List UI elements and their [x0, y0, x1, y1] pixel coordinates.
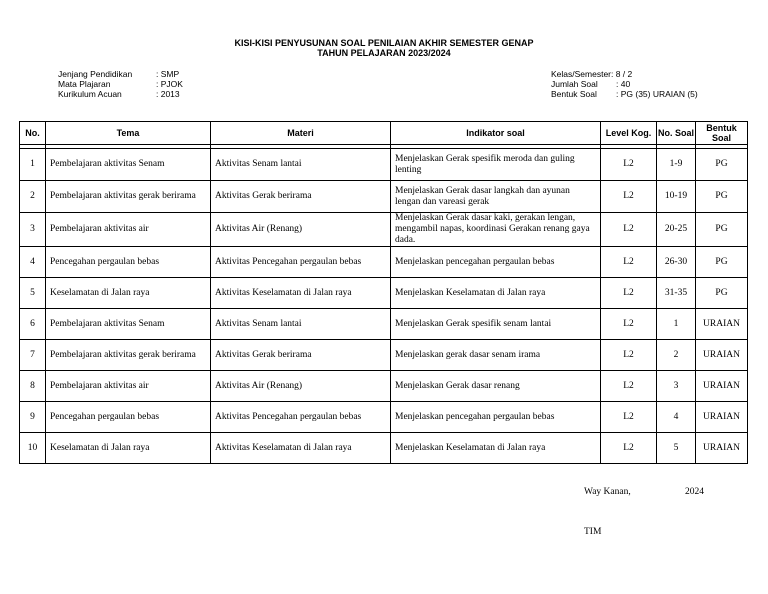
cell-bentuk: PG	[696, 213, 748, 247]
table-row	[20, 181, 748, 213]
cell-materi: Aktivitas Pencegahan pergaulan bebas	[211, 247, 391, 278]
signature-year: 2024	[685, 487, 704, 497]
table-row	[20, 402, 748, 433]
document-subtitle: TAHUN PELAJARAN 2023/2024	[317, 48, 451, 58]
cell-no-soal: 31-35	[657, 278, 696, 309]
info-label: Mata Plajaran	[58, 79, 111, 89]
cell-tema: Pembelajaran aktivitas gerak berirama	[46, 340, 211, 371]
cell-tema: Pembelajaran aktivitas Senam	[46, 309, 211, 340]
table-body	[20, 149, 748, 464]
cell-no-soal: 5	[657, 433, 696, 464]
cell-materi: Aktivitas Keselamatan di Jalan raya	[211, 278, 391, 309]
info-label: Kurikulum Acuan	[58, 89, 122, 99]
info-row-kurikulum	[58, 89, 183, 99]
cell-indikator: Menjelaskan pencegahan pergaulan bebas	[391, 402, 601, 433]
cell-level: L2	[601, 402, 657, 433]
cell-materi: Aktivitas Gerak berirama	[211, 181, 391, 213]
table-row	[20, 371, 748, 402]
cell-indikator: Menjelaskan pencegahan pergaulan bebas	[391, 247, 601, 278]
cell-no-soal: 10-19	[657, 181, 696, 213]
cell-level: L2	[601, 433, 657, 464]
info-label: Bentuk Soal	[551, 89, 597, 99]
cell-tema: Keselamatan di Jalan raya	[46, 278, 211, 309]
cell-no-soal: 1-9	[657, 149, 696, 181]
cell-bentuk: PG	[696, 181, 748, 213]
info-row-mapel	[58, 79, 183, 89]
column-header-no-soal: No. Soal	[657, 122, 696, 145]
cell-materi: Aktivitas Senam lantai	[211, 149, 391, 181]
cell-tema: Pencegahan pergaulan bebas	[46, 247, 211, 278]
cell-no: 8	[20, 371, 46, 402]
cell-no: 1	[20, 149, 46, 181]
cell-level: L2	[601, 340, 657, 371]
cell-indikator: Menjelaskan gerak dasar senam irama	[391, 340, 601, 371]
cell-indikator: Menjelaskan Gerak dasar kaki, gerakan lengan, mengambil napas, koordinasi Gerakan renang gaya dada.	[391, 213, 601, 247]
cell-bentuk: URAIAN	[696, 402, 748, 433]
info-value: : SMP	[156, 69, 180, 79]
cell-materi: Aktivitas Pencegahan pergaulan bebas	[211, 402, 391, 433]
column-header-level: Level Kog.	[601, 122, 657, 145]
cell-materi: Aktivitas Senam lantai	[211, 309, 391, 340]
signature-name: TIM	[584, 527, 602, 537]
cell-level: L2	[601, 247, 657, 278]
cell-level: L2	[601, 213, 657, 247]
info-value: : PJOK	[156, 79, 183, 89]
info-row-jumlah	[551, 79, 698, 89]
kisi-kisi-table	[19, 121, 748, 464]
info-label: Jenjang Pendidikan	[58, 69, 133, 79]
cell-bentuk: PG	[696, 278, 748, 309]
table-row	[20, 149, 748, 181]
info-row-jenjang	[58, 69, 183, 79]
cell-no-soal: 20-25	[657, 213, 696, 247]
cell-bentuk: URAIAN	[696, 340, 748, 371]
cell-no-soal: 2	[657, 340, 696, 371]
table-row	[20, 213, 748, 247]
table-header-row	[20, 122, 748, 145]
document-title: KISI-KISI PENYUSUNAN SOAL PENILAIAN AKHIR SEMESTER GENAP	[234, 38, 534, 48]
column-header-bentuk: Bentuk Soal	[696, 122, 748, 145]
cell-indikator: Menjelaskan Gerak dasar renang	[391, 371, 601, 402]
cell-level: L2	[601, 278, 657, 309]
cell-indikator: Menjelaskan Gerak dasar langkah dan ayunan lengan dan vareasi gerak	[391, 181, 601, 213]
cell-bentuk: URAIAN	[696, 309, 748, 340]
cell-no: 10	[20, 433, 46, 464]
table-row	[20, 309, 748, 340]
cell-no: 4	[20, 247, 46, 278]
cell-bentuk: URAIAN	[696, 371, 748, 402]
cell-level: L2	[601, 149, 657, 181]
cell-materi: Aktivitas Air (Renang)	[211, 213, 391, 247]
info-row-kelas	[551, 69, 698, 79]
cell-tema: Pencegahan pergaulan bebas	[46, 402, 211, 433]
info-left	[58, 69, 183, 99]
cell-indikator: Menjelaskan Keselamatan di Jalan raya	[391, 433, 601, 464]
signature-place: Way Kanan,	[584, 487, 631, 497]
cell-bentuk: URAIAN	[696, 433, 748, 464]
cell-tema: Keselamatan di Jalan raya	[46, 433, 211, 464]
column-header-indikator: Indikator soal	[391, 122, 601, 145]
info-label: Kelas/Semester	[551, 69, 611, 79]
cell-tema: Pembelajaran aktivitas Senam	[46, 149, 211, 181]
cell-indikator: Menjelaskan Gerak spesifik senam lantai	[391, 309, 601, 340]
column-header-no: No.	[20, 122, 46, 145]
info-value: : 40	[616, 79, 631, 89]
cell-no: 6	[20, 309, 46, 340]
cell-indikator: Menjelaskan Keselamatan di Jalan raya	[391, 278, 601, 309]
info-right	[551, 69, 698, 99]
cell-no-soal: 3	[657, 371, 696, 402]
cell-level: L2	[601, 309, 657, 340]
cell-bentuk: PG	[696, 247, 748, 278]
column-header-materi: Materi	[211, 122, 391, 145]
cell-tema: Pembelajaran aktivitas air	[46, 213, 211, 247]
info-label: Jumlah Soal	[551, 79, 598, 89]
cell-bentuk: PG	[696, 149, 748, 181]
table-row	[20, 278, 748, 309]
cell-no: 9	[20, 402, 46, 433]
cell-no: 3	[20, 213, 46, 247]
cell-tema: Pembelajaran aktivitas gerak berirama	[46, 181, 211, 213]
cell-materi: Aktivitas Air (Renang)	[211, 371, 391, 402]
cell-no-soal: 1	[657, 309, 696, 340]
info-value: : PG (35) URAIAN (5)	[616, 89, 698, 99]
cell-no: 2	[20, 181, 46, 213]
cell-no-soal: 4	[657, 402, 696, 433]
cell-tema: Pembelajaran aktivitas air	[46, 371, 211, 402]
cell-materi: Aktivitas Gerak berirama	[211, 340, 391, 371]
cell-no-soal: 26-30	[657, 247, 696, 278]
cell-no: 5	[20, 278, 46, 309]
cell-no: 7	[20, 340, 46, 371]
table-row	[20, 247, 748, 278]
column-header-tema: Tema	[46, 122, 211, 145]
info-row-bentuk	[551, 89, 698, 99]
info-value: : 2013	[156, 89, 180, 99]
cell-materi: Aktivitas Keselamatan di Jalan raya	[211, 433, 391, 464]
cell-level: L2	[601, 371, 657, 402]
cell-indikator: Menjelaskan Gerak spesifik meroda dan guling lenting	[391, 149, 601, 181]
table-row	[20, 433, 748, 464]
table-row	[20, 340, 748, 371]
info-value: : 8 / 2	[611, 69, 633, 79]
cell-level: L2	[601, 181, 657, 213]
